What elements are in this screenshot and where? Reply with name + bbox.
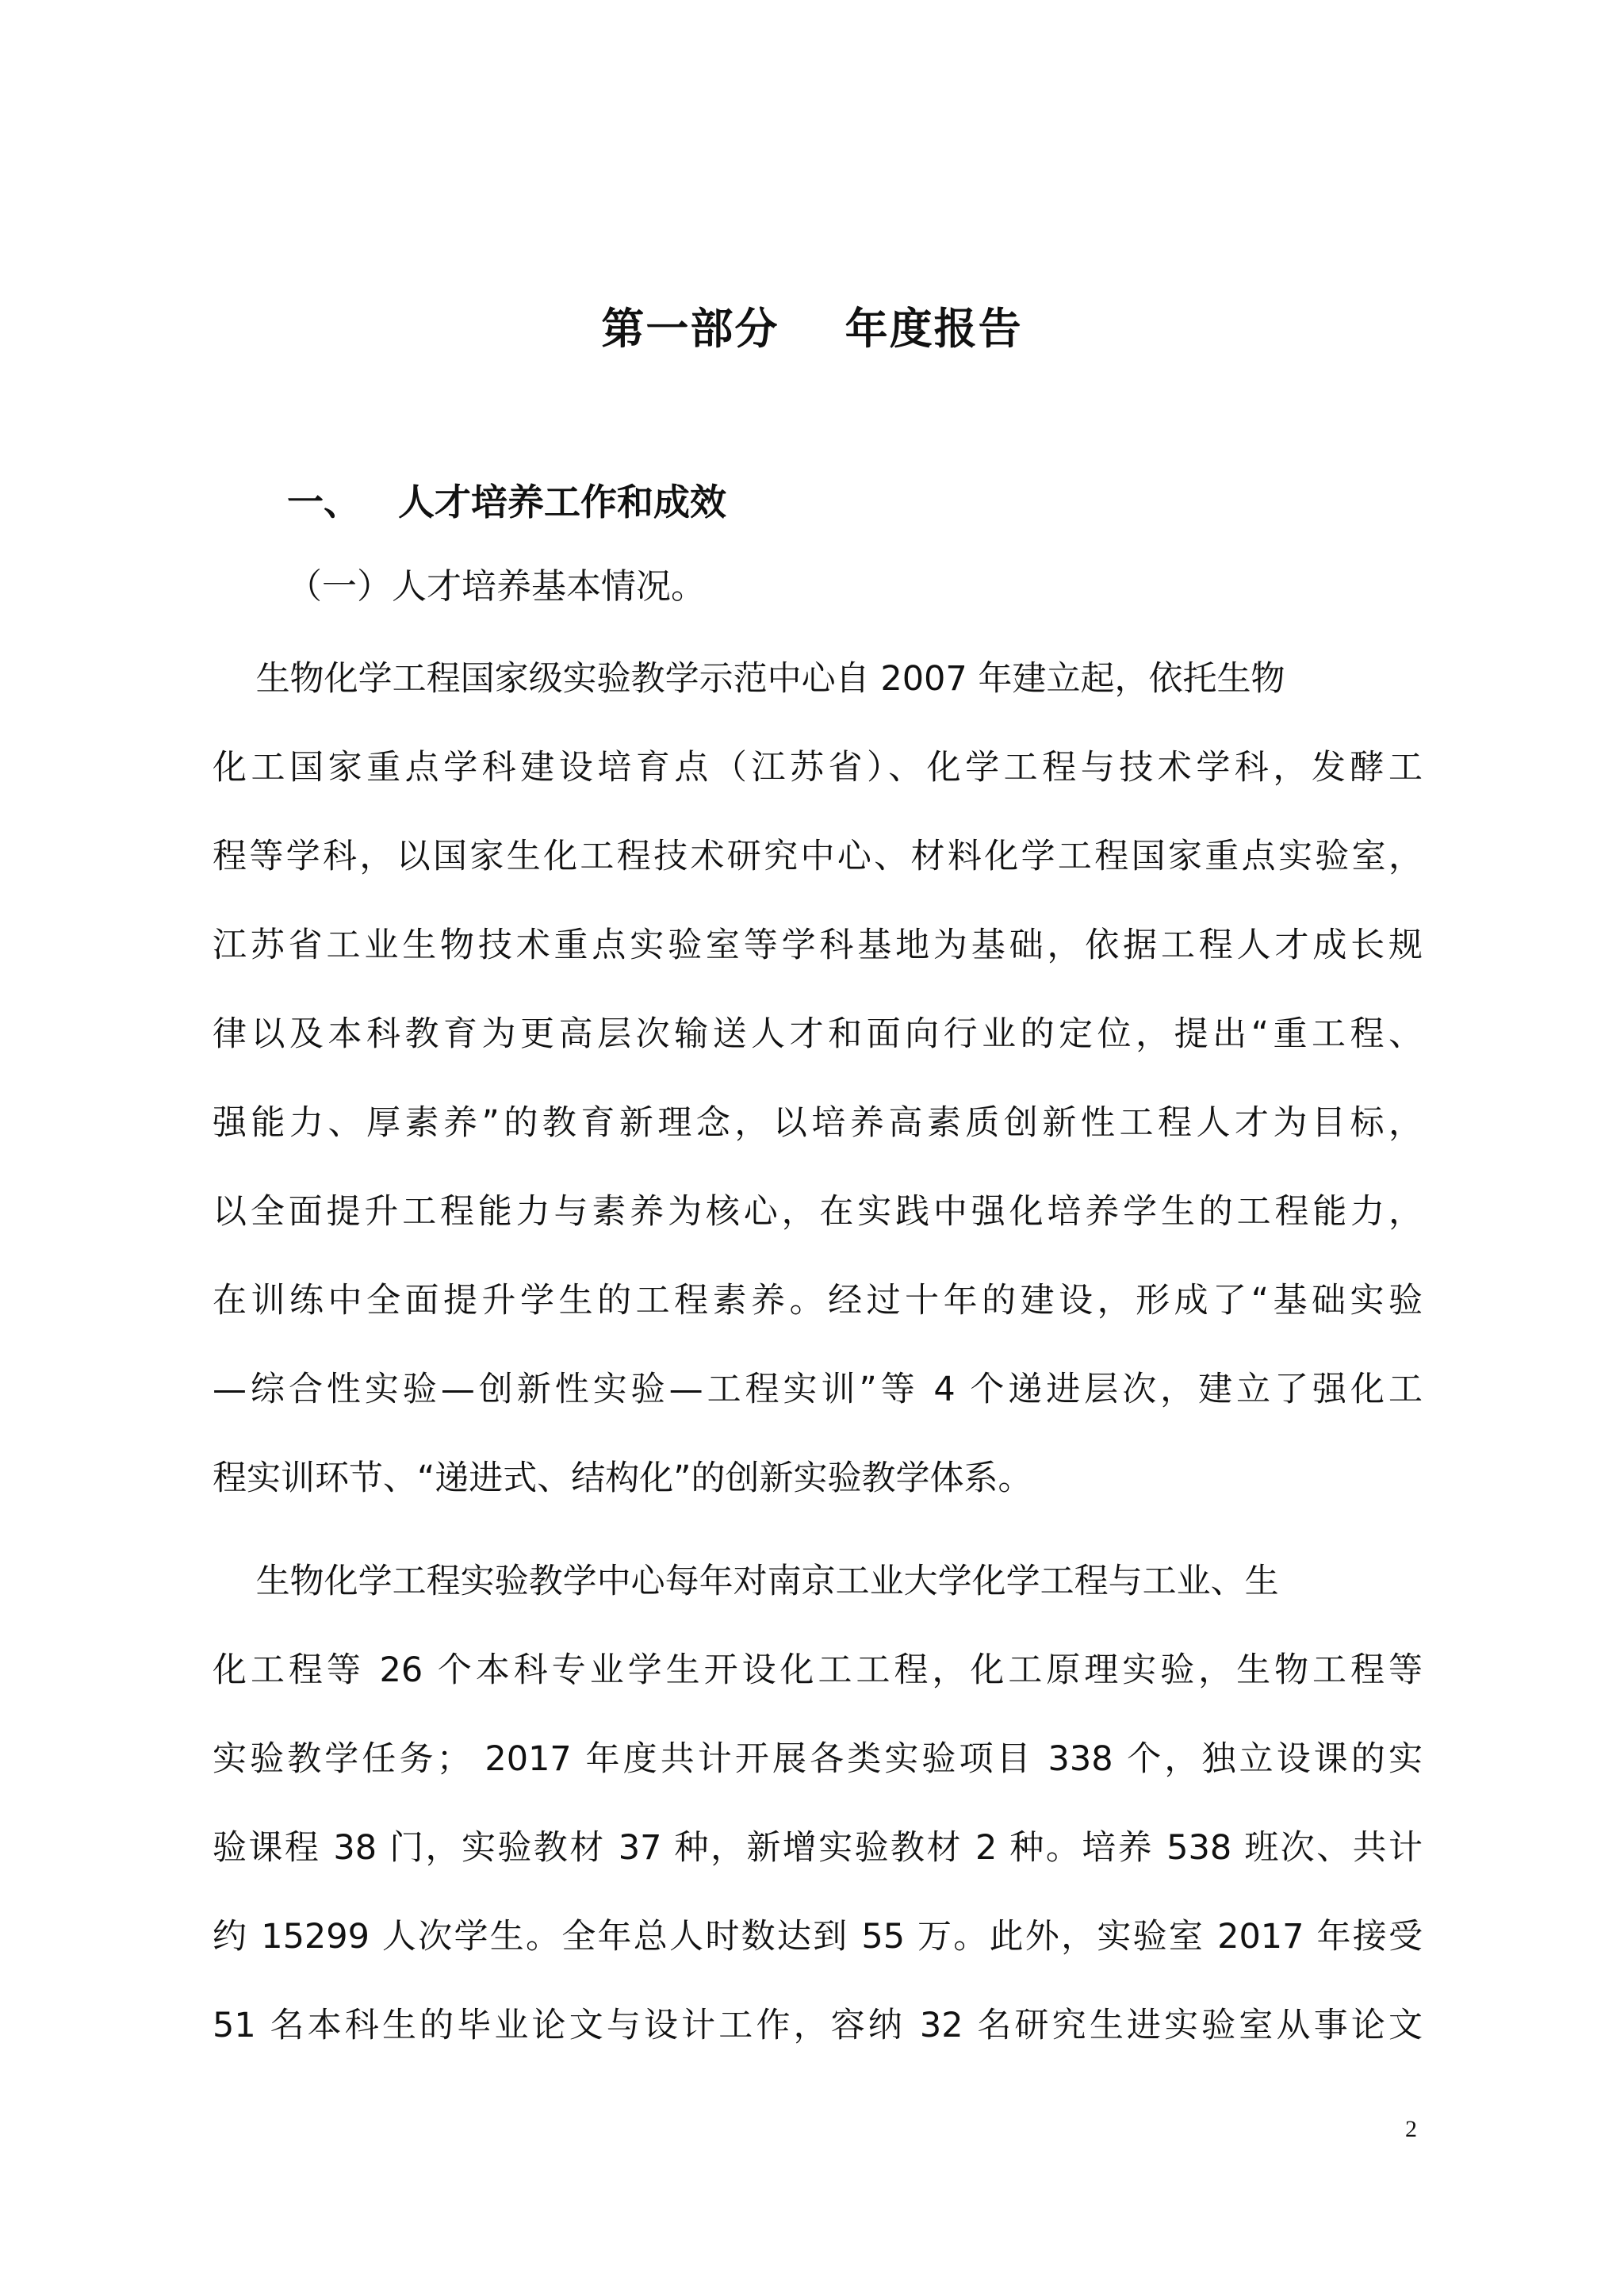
paragraph-1-line: 生物化学工程国家级实验教学示范中心自 2007 年建立起，依托生物: [213, 659, 1285, 699]
page-title: 第一部分 年度报告: [601, 304, 1023, 354]
paragraph-1-line: 江苏省工业生物技术重点实验室等学科基地为基础，依据工程人才成长规: [213, 926, 1423, 965]
subsection-heading: （一）人才培养基本情况。: [287, 566, 706, 607]
paragraph-1-line: 强能力、厚素养”的教育新理念，以培养高素质创新性工程人才为目标，: [213, 1103, 1423, 1143]
section-heading: 一、 人才培养工作和成效: [287, 481, 727, 523]
paragraph-2-line: 化工程等 26 个本科专业学生开设化工工程，化工原理实验，生物工程等: [213, 1650, 1423, 1690]
paragraph-1-line: —综合性实验—创新性实验—工程实训”等 4 个递进层次，建立了强化工: [213, 1370, 1423, 1409]
paragraph-1-line: 在训练中全面提升学生的工程素养。经过十年的建设，形成了“基础实验: [213, 1281, 1423, 1320]
paragraph-2-line: 实验教学任务； 2017 年度共计开展各类实验项目 338 个，独立设课的实: [213, 1739, 1423, 1779]
paragraph-1-line: 程实训环节、“递进式、结构化”的创新实验教学体系。: [213, 1458, 1032, 1498]
paragraph-1-line: 化工国家重点学科建设培育点（江苏省）、化学工程与技术学科，发酵工: [213, 748, 1423, 788]
paragraph-1: [213, 634, 1423, 1523]
page-number: 2: [1405, 2116, 1417, 2142]
paragraph-2-line: 51 名本科生的毕业论文与设计工作，容纳 32 名研究生进实验室从事论文: [213, 2006, 1423, 2045]
paragraph-2: [213, 1537, 1423, 2070]
paragraph-2-line: 生物化学工程实验教学中心每年对南京工业大学化学工程与工业、生: [213, 1562, 1279, 1601]
paragraph-2-line: 约 15299 人次学生。全年总人时数达到 55 万。此外，实验室 2017 年接受: [213, 1917, 1423, 1957]
paragraph-1-line: 程等学科，以国家生化工程技术研究中心、材料化学工程国家重点实验室，: [213, 837, 1423, 876]
paragraph-2-line: 验课程 38 门，实验教材 37 种，新增实验教材 2 种。培养 538 班次、共计: [213, 1828, 1423, 1868]
paragraph-1-line: 以全面提升工程能力与素养为核心，在实践中强化培养学生的工程能力，: [213, 1192, 1423, 1232]
paragraph-1-line: 律以及本科教育为更高层次输送人才和面向行业的定位，提出“重工程、: [213, 1014, 1423, 1054]
